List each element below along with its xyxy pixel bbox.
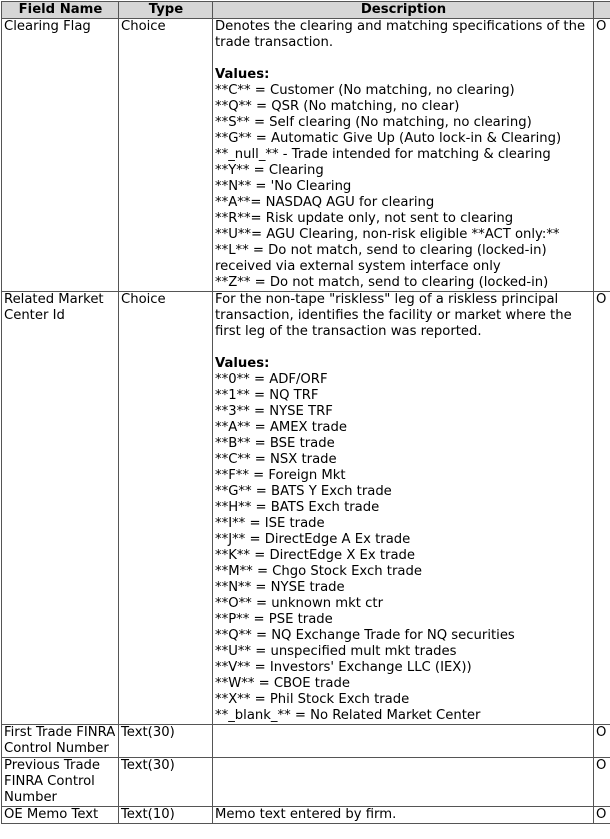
value-option: **A** = AMEX trade	[215, 420, 592, 436]
value-option: **Q** = NQ Exchange Trade for NQ securities	[215, 628, 592, 644]
value-option: **L** = Do not match, send to clearing (locked-in)	[215, 243, 592, 259]
values-label: Values:	[215, 356, 592, 372]
description-cell	[213, 725, 594, 758]
value-option: **N** = 'No Clearing	[215, 179, 592, 195]
header-requirement	[594, 2, 610, 19]
values-label: Values:	[215, 67, 592, 83]
value-option: **_null_** - Trade intended for matching & clearing	[215, 147, 592, 163]
description-text: Denotes the clearing and matching specifications of the trade transaction.	[215, 19, 592, 51]
field-name-cell: Related Market Center Id	[2, 292, 119, 725]
value-option: **Y** = Clearing	[215, 163, 592, 179]
type-cell: Text(30)	[119, 758, 213, 807]
value-option: **V** = Investors' Exchange LLC (IEX))	[215, 660, 592, 676]
type-cell: Choice	[119, 19, 213, 292]
description-text: For the non-tape "riskless" leg of a riskless principal transaction, identifies the facility or market where the first leg of the transaction was reported.	[215, 292, 592, 340]
value-option: received via external system interface only	[215, 259, 592, 275]
value-option: **C** = Customer (No matching, no clearing)	[215, 83, 592, 99]
type-cell: Text(30)	[119, 725, 213, 758]
value-option: **F** = Foreign Mkt	[215, 468, 592, 484]
requirement-cell: O	[594, 292, 610, 725]
table-body	[2, 19, 610, 824]
header-type: Type	[119, 2, 213, 19]
header-field-name: Field Name	[2, 2, 119, 19]
value-option: **C** = NSX trade	[215, 452, 592, 468]
value-option: **O** = unknown mkt ctr	[215, 596, 592, 612]
value-option: **A**= NASDAQ AGU for clearing	[215, 195, 592, 211]
value-option: **I** = ISE trade	[215, 516, 592, 532]
value-option: **J** = DirectEdge A Ex trade	[215, 532, 592, 548]
value-option: **G** = BATS Y Exch trade	[215, 484, 592, 500]
header-row	[2, 2, 610, 19]
field-name-cell: Clearing Flag	[2, 19, 119, 292]
value-option: **0** = ADF/ORF	[215, 372, 592, 388]
value-option: **U** = unspecified mult mkt trades	[215, 644, 592, 660]
value-option: **M** = Chgo Stock Exch trade	[215, 564, 592, 580]
field-name-cell: Previous Trade FINRA Control Number	[2, 758, 119, 807]
description-cell	[213, 758, 594, 807]
value-option: **_blank_** = No Related Market Center	[215, 708, 592, 724]
value-option: **1** = NQ TRF	[215, 388, 592, 404]
table-row	[2, 19, 610, 292]
value-option: **U**= AGU Clearing, non-risk eligible **ACT only:**	[215, 227, 592, 243]
requirement-cell: O	[594, 758, 610, 807]
description-text: Memo text entered by firm.	[215, 807, 592, 823]
description-cell	[213, 292, 594, 725]
value-option: **3** = NYSE TRF	[215, 404, 592, 420]
value-option: **X** = Phil Stock Exch trade	[215, 692, 592, 708]
field-name-cell: First Trade FINRA Control Number	[2, 725, 119, 758]
type-cell: Text(10)	[119, 807, 213, 824]
value-option: **H** = BATS Exch trade	[215, 500, 592, 516]
table-row	[2, 758, 610, 807]
value-option: **W** = CBOE trade	[215, 676, 592, 692]
requirement-cell: O	[594, 19, 610, 292]
value-option: **B** = BSE trade	[215, 436, 592, 452]
description-cell	[213, 807, 594, 824]
header-description: Description	[213, 2, 594, 19]
table-row	[2, 292, 610, 725]
value-option: **K** = DirectEdge X Ex trade	[215, 548, 592, 564]
field-spec-table	[1, 1, 610, 824]
value-option: **N** = NYSE trade	[215, 580, 592, 596]
table-row	[2, 725, 610, 758]
type-cell: Choice	[119, 292, 213, 725]
description-cell	[213, 19, 594, 292]
requirement-cell: O	[594, 807, 610, 824]
value-option: **P** = PSE trade	[215, 612, 592, 628]
requirement-cell: O	[594, 725, 610, 758]
table-row	[2, 807, 610, 824]
value-option: **Q** = QSR (No matching, no clear)	[215, 99, 592, 115]
value-option: **S** = Self clearing (No matching, no clearing)	[215, 115, 592, 131]
field-name-cell: OE Memo Text	[2, 807, 119, 824]
value-option: **G** = Automatic Give Up (Auto lock-in & Clearing)	[215, 131, 592, 147]
value-option: **Z** = Do not match, send to clearing (locked-in)	[215, 275, 592, 291]
value-option: **R**= Risk update only, not sent to clearing	[215, 211, 592, 227]
